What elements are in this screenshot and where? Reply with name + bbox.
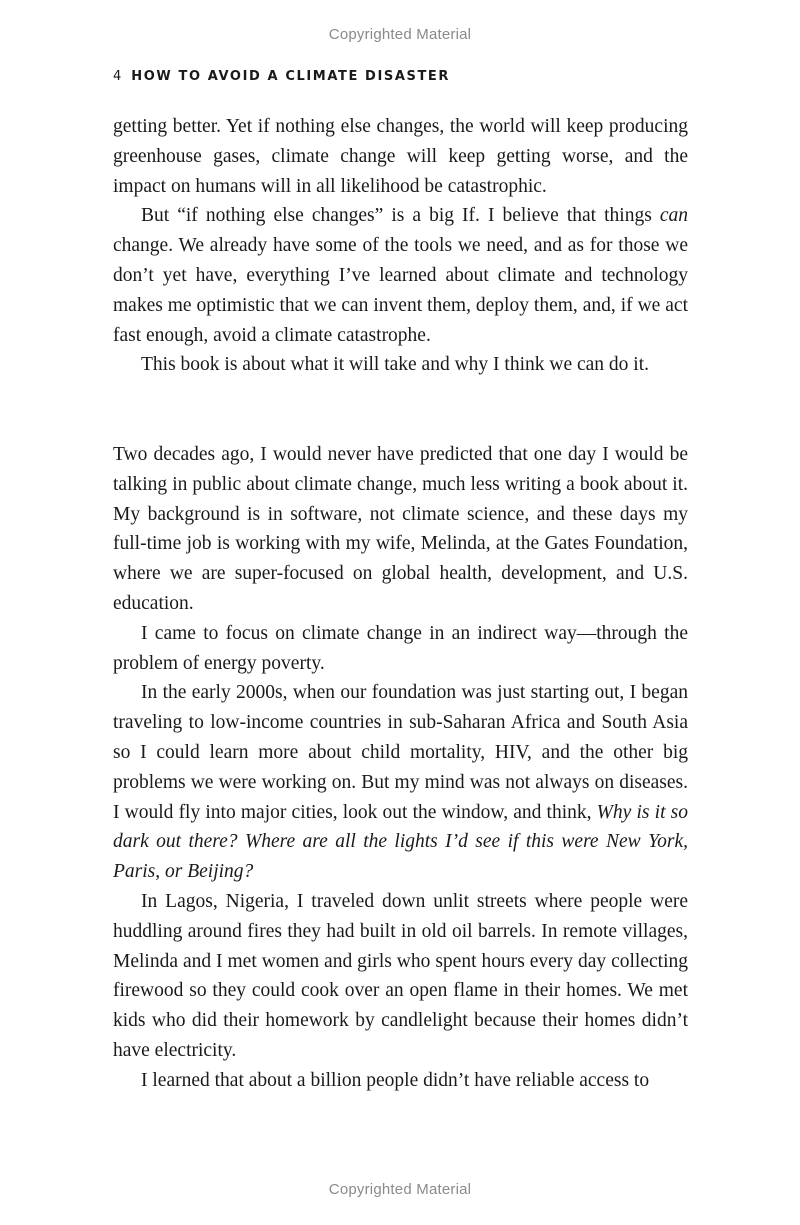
copyright-watermark-top: Copyrighted Material [328,26,472,43]
running-title: HOW TO AVOID A CLIMATE DISASTER [131,69,451,84]
paragraph [113,201,688,350]
paragraph: In Lagos, Nigeria, I traveled down unlit streets where people were huddling around fires they had built in old oil barrels. In remote villages, Melinda and I met women and girls who spent hours every day collecting firewood so they could cook over an open flame in their homes. We met kids who did their homework by candlelight because their homes didn’t have electricity. [113,890,688,1061]
paragraph-text: change. We already have some of the tools we need, and as for those we don’t yet have, everything I’ve learned about climate and technology makes me optimistic that we can invent them, deploy them, and, if we act fast enough, avoid a climate catastrophe. [113,235,688,346]
body-text-section-2 [113,440,688,1096]
paragraph: This book is about what it will take and why I think we can do it. [141,354,649,376]
body-text-section-1 [113,112,688,380]
paragraph [113,678,688,887]
copyright-watermark-bottom: Copyrighted Material [328,1181,472,1198]
section-opening-paragraph: Two decades ago, I would never have predicted that one day I would be talking in public about climate change, much less writing a book about it. My background is in software, not climate science, and these days my full-time job is working with my wife, Melinda, at the Gates Foundation, where we are super-focused on global health, development, and U.S. education. [113,444,688,614]
paragraph-text: But “if nothing else changes” is a big If. I believe that things [141,205,660,227]
paragraph-text: In the early 2000s, when our foundation was just starting out, I began traveling to low-income countries in sub-Saharan Africa and South Asia so I could learn more about child mortality, HIV, and the other big problems we were working on. But my mind was not always on diseases. I would fly into major cities, look out the window, and think, [113,682,688,823]
paragraph-emphasis: Why is it so dark out there? Where are all the lights I’d see if this were New York, Paris, or Beijing? [113,801,688,883]
paragraph-continuation: getting better. Yet if nothing else changes, the world will keep producing greenhouse gases, climate change will keep getting worse, and the impact on humans will in all likelihood be catastrophic. [113,116,688,197]
running-header [113,69,450,84]
paragraph: I came to focus on climate change in an indirect way—through the problem of energy poverty. [113,622,688,674]
paragraph-emphasis: can [659,205,688,227]
paragraph: I learned that about a billion people didn’t have reliable access to [141,1069,650,1091]
page-number: 4 [113,69,122,84]
